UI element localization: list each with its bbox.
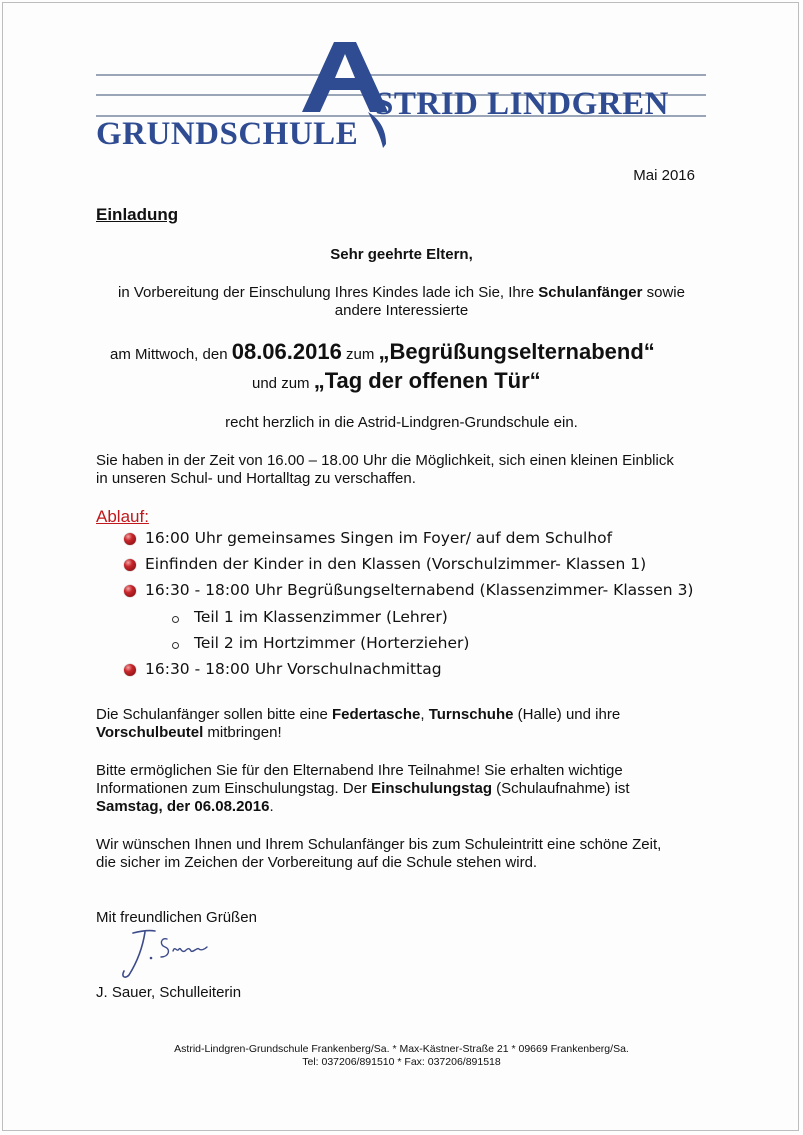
sub-list-item: Teil 1 im Klassenzimmer (Lehrer) xyxy=(194,608,448,626)
time-para-line-2: in unseren Schul- und Hortalltag zu verschaffen. xyxy=(96,470,416,487)
intro-text-end: sowie xyxy=(642,284,685,301)
bring-text: Die Schulanfänger sollen bitte eine xyxy=(96,706,332,723)
intro-bold: Schulanfänger xyxy=(538,284,643,301)
sub-bullet-icon xyxy=(172,642,179,649)
bring-line-2 xyxy=(96,724,282,742)
bring-line-1 xyxy=(96,706,620,724)
school-logo xyxy=(0,0,803,160)
signatory: J. Sauer, Schulleiterin xyxy=(96,984,242,1001)
event-name-1: „Begrüßungselternabend“ xyxy=(378,339,655,364)
list-item: 16:30 - 18:00 Uhr Vorschulnachmittag xyxy=(145,660,442,678)
bring-bold: Vorschulbeutel xyxy=(96,724,204,741)
participation-text: (Schulaufnahme) ist xyxy=(492,780,630,797)
footer-contact: Tel: 037206/891510 * Fax: 037206/891518 xyxy=(302,1056,501,1068)
sub-bullet-icon xyxy=(172,616,179,623)
bullet-icon xyxy=(124,664,136,676)
bullet-icon xyxy=(124,533,136,545)
participation-line-2 xyxy=(96,780,630,798)
wish-line-1: Wir wünschen Ihnen und Ihrem Schulanfänger bis zum Schuleintritt eine schöne Zeit, xyxy=(96,836,662,853)
logo-text-astrid: STRID LINDGREN xyxy=(375,86,669,122)
ablauf-title: Ablauf: xyxy=(96,507,149,526)
bullet-icon xyxy=(124,585,136,597)
invite-line: recht herzlich in die Astrid-Lindgren-Grundschule ein. xyxy=(225,414,578,431)
letter-heading: Einladung xyxy=(96,205,179,224)
wish-line-2: die sicher im Zeichen der Vorbereitung auf die Schule stehen wird. xyxy=(96,854,538,871)
time-para-line-1: Sie haben in der Zeit von 16.00 – 18.00 Uhr die Möglichkeit, sich einen kleinen Einblick xyxy=(96,452,674,469)
sub-list-item: Teil 2 im Hortzimmer (Horterzieher) xyxy=(194,634,470,652)
salutation: Sehr geehrte Eltern, xyxy=(330,246,473,263)
logo-text-grundschule: GRUNDSCHULE xyxy=(96,116,359,152)
letter-date: Mai 2016 xyxy=(633,167,695,184)
event-date: 08.06.2016 xyxy=(231,339,342,364)
bring-bold: Turnschuhe xyxy=(428,706,514,723)
bring-text: mitbringen! xyxy=(203,724,282,741)
bring-text: , xyxy=(420,706,429,723)
list-item: 16:00 Uhr gemeinsames Singen im Foyer/ auf dem Schulhof xyxy=(145,529,613,547)
participation-bold: Einschulungstag xyxy=(371,780,492,797)
footer-address: Astrid-Lindgren-Grundschule Frankenberg/Sa. * Max-Kästner-Straße 21 * 09669 Frankenberg/Sa. xyxy=(174,1043,629,1055)
bring-text: (Halle) und ihre xyxy=(513,706,621,723)
event-zum: zum xyxy=(341,346,379,363)
participation-line-3 xyxy=(96,798,274,816)
participation-text: Informationen zum Einschulungstag. Der xyxy=(96,780,372,797)
list-item: 16:30 - 18:00 Uhr Begrüßungselternabend (Klassenzimmer- Klassen 3) xyxy=(145,581,694,599)
bullet-icon xyxy=(124,559,136,571)
participation-text: . xyxy=(269,798,274,815)
intro-line-2: andere Interessierte xyxy=(334,302,469,319)
event-line-2 xyxy=(252,368,541,394)
logo-rule-1 xyxy=(96,74,706,76)
feather-icon xyxy=(364,110,390,150)
intro-text: in Vorbereitung der Einschulung Ihres Kindes lade ich Sie, Ihre xyxy=(118,284,539,301)
list-item: Einfinden der Kinder in den Klassen (Vorschulzimmer- Klassen 1) xyxy=(145,555,647,573)
closing: Mit freundlichen Grüßen xyxy=(96,909,257,926)
participation-line-1: Bitte ermöglichen Sie für den Elternabend Ihre Teilnahme! Sie erhalten wichtige xyxy=(96,762,623,779)
event-prefix: am Mittwoch, den xyxy=(110,346,232,363)
participation-bold: Samstag, der 06.08.2016 xyxy=(96,798,270,815)
event-line-1 xyxy=(110,339,655,365)
event-name-2: „Tag der offenen Tür“ xyxy=(313,368,541,393)
intro-line-1 xyxy=(0,284,803,301)
signature-image xyxy=(115,925,225,983)
event-und-zum: und zum xyxy=(252,375,314,392)
bring-bold: Federtasche xyxy=(332,706,421,723)
